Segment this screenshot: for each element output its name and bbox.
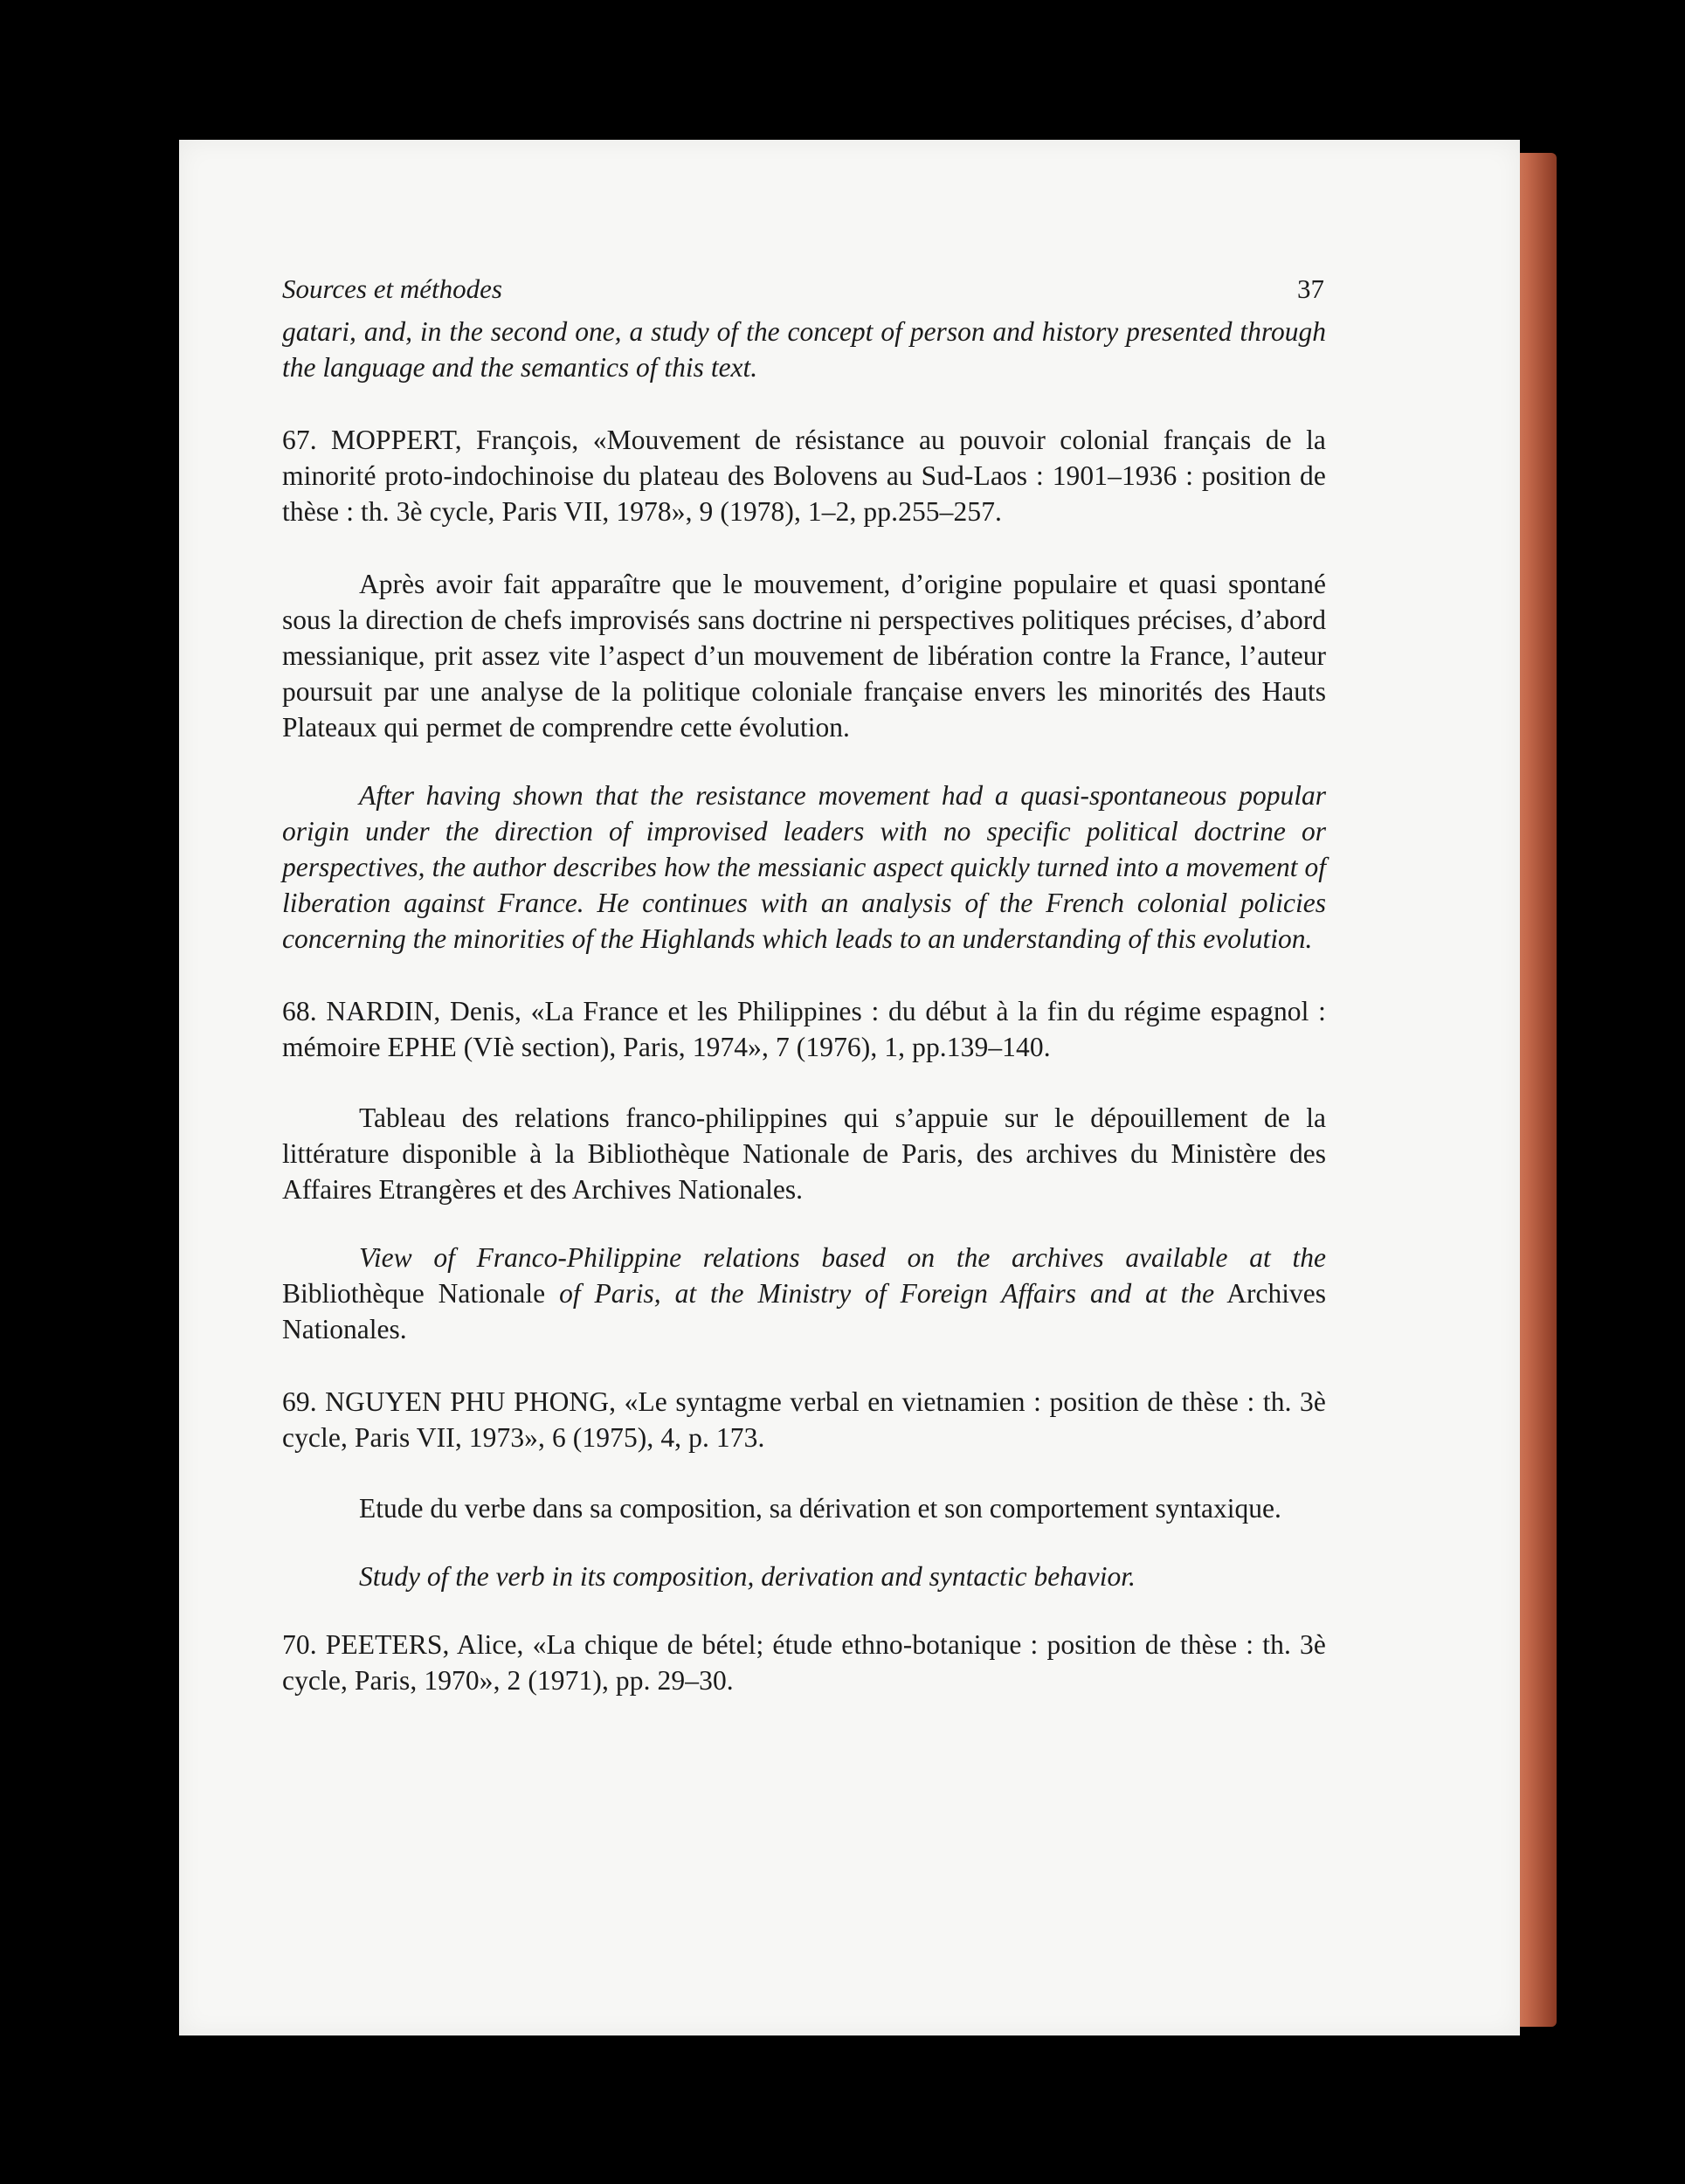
abstract-part-3: of Paris, at the Ministry of Foreign Affairs and at the bbox=[559, 1278, 1215, 1309]
continued-abstract-english: gatari, and, in the second one, a study of the concept of person and history presented through the language and the semantics of this text. bbox=[282, 316, 1326, 383]
running-title: Sources et méthodes bbox=[282, 273, 502, 304]
entry-67-abstract-french: Après avoir fait apparaître que le mouvement, d’origine populaire et quasi spontané sous la direction de chefs improvisés sans doctrine ni perspectives politiques précises, d’abord messianique, prit assez vite l’aspect d’un mouvement de libération contre la France, l’auteur poursuit par une analyse de la politique coloniale française envers les minorités des Hauts Plateaux qui permet de comprendre cette évolution. bbox=[282, 569, 1326, 743]
abstract-part-1: View of Franco-Philippine relations based on the archives available at the bbox=[359, 1242, 1326, 1273]
running-header bbox=[282, 271, 1326, 307]
entry-67-citation: 67. MOPPERT, François, «Mouvement de résistance au pouvoir colonial français de la minorité proto-indochinoise du plateau des Bolovens au Sud-Laos : 1901–1936 : position de thèse : th. 3è cycle, Paris VII, 1978», 9 (1978), 1–2, pp.255–257. bbox=[282, 425, 1326, 527]
entry-67-abstract-english: After having shown that the resistance movement had a quasi-spontaneous popular origin under the direction of improvised leaders with no specific political doctrine or perspectives, the author describes how the messianic aspect quickly turned into a movement of liberation against France. He continues with an analysis of the French colonial policies concerning the minorities of the Highlands which leads to an understanding of this evolution. bbox=[282, 780, 1326, 954]
entry-68-citation: 68. NARDIN, Denis, «La France et les Philippines : du début à la fin du régime espagnol : mémoire EPHE (VIè section), Paris, 1974», 7 (1976), 1, pp.139–140. bbox=[282, 996, 1326, 1062]
book-page bbox=[179, 140, 1520, 2035]
entry-70-citation: 70. PEETERS, Alice, «La chique de bétel; étude ethno-botanique : position de thèse : th. 3è cycle, Paris, 1970», 2 (1971), pp. 29–30. bbox=[282, 1629, 1326, 1696]
page-text bbox=[282, 271, 1326, 1698]
entry-68-abstract-english bbox=[282, 1240, 1326, 1347]
entry-69-citation: 69. NGUYEN PHU PHONG, «Le syntagme verbal en vietnamien : position de thèse : th. 3è cycle, Paris VII, 1973», 6 (1975), 4, p. 173. bbox=[282, 1386, 1326, 1453]
page-number: 37 bbox=[1297, 273, 1324, 304]
entry-68-abstract-french: Tableau des relations franco-philippines qui s’appuie sur le dépouillement de la littérature disponible à la Bibliothèque Nationale de Paris, des archives du Ministère des Affaires Etrangères et des Archives Nationales. bbox=[282, 1102, 1326, 1205]
abstract-part-2: Bibliothèque Nationale bbox=[282, 1278, 546, 1309]
entry-69-abstract-english: Study of the verb in its composition, derivation and syntactic behavior. bbox=[359, 1561, 1136, 1592]
entry-69-abstract-french: Etude du verbe dans sa composition, sa dérivation et son comportement syntaxique. bbox=[359, 1493, 1281, 1524]
abstract-part-4: Archives Nationales. bbox=[282, 1278, 1326, 1344]
